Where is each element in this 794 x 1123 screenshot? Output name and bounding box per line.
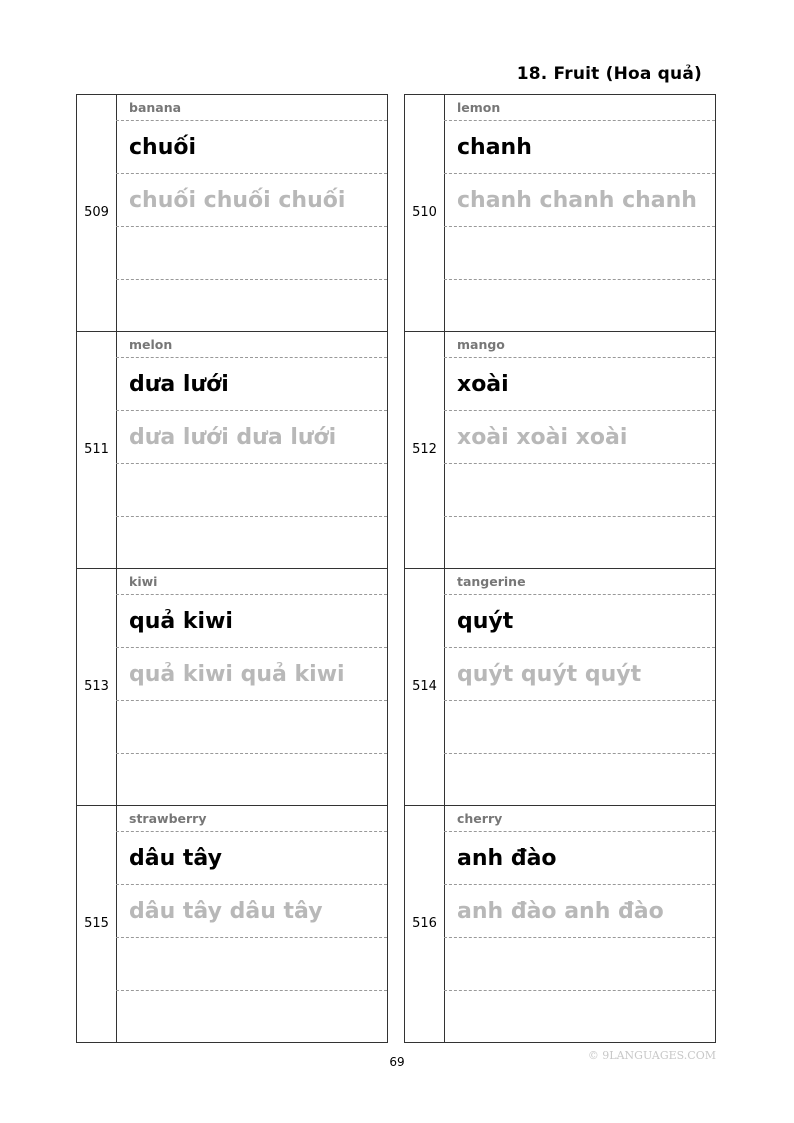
page-title: 18. Fruit (Hoa quả) <box>516 64 702 84</box>
vietnamese-word: quả kiwi <box>129 609 233 634</box>
vietnamese-word: dâu tây <box>129 846 222 871</box>
entry-content <box>444 806 716 1042</box>
entry-number: 516 <box>412 916 437 931</box>
vocab-entry <box>76 805 388 1043</box>
vocab-entry <box>76 94 388 331</box>
practice-line <box>444 464 715 517</box>
tracing-text: dưa lưới dưa lưới <box>129 425 337 450</box>
practice-line <box>444 517 715 567</box>
entry-number-cell <box>404 569 445 805</box>
entry-number: 514 <box>412 679 437 694</box>
vietnamese-word: xoài <box>457 372 509 397</box>
tracing-text: dâu tây dâu tây <box>129 899 323 924</box>
vocab-entry <box>404 94 716 331</box>
practice-line <box>116 280 387 330</box>
vietnamese-word: dưa lưới <box>129 372 229 397</box>
entry-content <box>116 332 388 568</box>
practice-line <box>116 754 387 804</box>
practice-line <box>116 701 387 754</box>
vietnamese-word: chanh <box>457 135 532 160</box>
entry-content <box>116 95 388 331</box>
practice-line <box>444 938 715 991</box>
tracing-text: anh đào anh đào <box>457 899 664 924</box>
entry-content <box>444 332 716 568</box>
vocab-entry <box>404 568 716 805</box>
entry-number-cell <box>76 806 117 1042</box>
right-column <box>404 94 716 1043</box>
vocab-entry <box>76 568 388 805</box>
practice-line <box>444 701 715 754</box>
entry-number: 512 <box>412 442 437 457</box>
english-gloss: cherry <box>457 811 503 826</box>
vietnamese-word: anh đào <box>457 846 557 871</box>
practice-line <box>116 464 387 517</box>
vocab-entry <box>404 805 716 1043</box>
entry-number: 513 <box>84 679 109 694</box>
entry-number-cell <box>404 332 445 568</box>
practice-line <box>116 991 387 1041</box>
entry-content <box>116 806 388 1042</box>
english-gloss: lemon <box>457 100 501 115</box>
entry-content <box>444 569 716 805</box>
english-gloss: mango <box>457 337 505 352</box>
entry-content <box>116 569 388 805</box>
vietnamese-word: quýt <box>457 609 514 634</box>
tracing-text: chuối chuối chuối <box>129 188 346 213</box>
entry-number-cell <box>76 569 117 805</box>
tracing-text: quýt quýt quýt <box>457 662 642 687</box>
entry-number: 511 <box>84 442 109 457</box>
copyright-notice: © 9LANGUAGES.COM <box>587 1049 716 1062</box>
practice-line <box>116 227 387 280</box>
entry-number: 515 <box>84 916 109 931</box>
practice-line <box>444 991 715 1041</box>
practice-line <box>116 517 387 567</box>
entry-number-cell <box>404 95 445 331</box>
vietnamese-word: chuối <box>129 135 197 160</box>
practice-line <box>116 938 387 991</box>
english-gloss: kiwi <box>129 574 158 589</box>
english-gloss: banana <box>129 100 182 115</box>
english-gloss: tangerine <box>457 574 526 589</box>
entry-number-cell <box>76 332 117 568</box>
tracing-text: quả kiwi quả kiwi <box>129 662 345 687</box>
tracing-text: xoài xoài xoài <box>457 425 628 450</box>
english-gloss: melon <box>129 337 173 352</box>
vocab-entry <box>76 331 388 568</box>
entry-number: 509 <box>84 205 109 220</box>
left-column <box>76 94 388 1043</box>
vocab-entry <box>404 331 716 568</box>
entry-number-cell <box>76 95 117 331</box>
practice-line <box>444 280 715 330</box>
tracing-text: chanh chanh chanh <box>457 188 697 213</box>
entry-number-cell <box>404 806 445 1042</box>
entry-number: 510 <box>412 205 437 220</box>
practice-line <box>444 754 715 804</box>
page-number: 69 <box>389 1055 405 1069</box>
entry-content <box>444 95 716 331</box>
practice-line <box>444 227 715 280</box>
english-gloss: strawberry <box>129 811 207 826</box>
